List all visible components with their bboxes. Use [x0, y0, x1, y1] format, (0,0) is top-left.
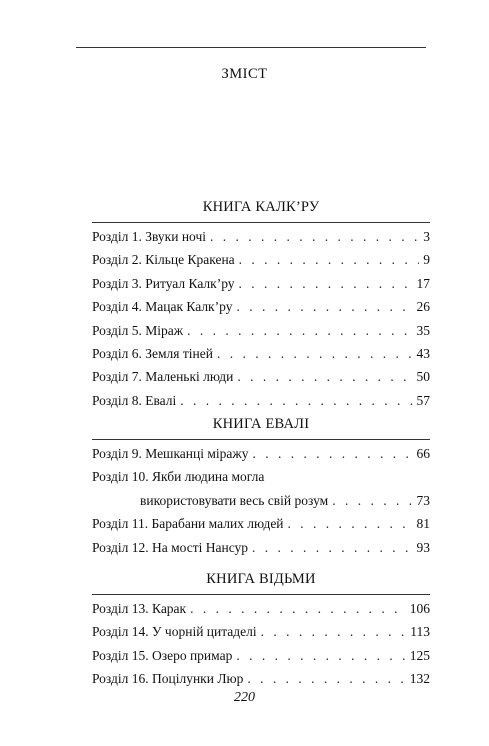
toc-entry	[92, 389, 430, 412]
book-title: КНИГА ЕВАЛІ	[212, 416, 310, 432]
entry-page: 132	[409, 671, 430, 687]
entry-label: Розділ 13. Карак	[92, 601, 187, 616]
entry-page: 73	[416, 492, 430, 508]
book-title: КНИГА ВІДЬМИ	[206, 571, 316, 587]
toc-title: ЗМІСТ	[221, 66, 268, 82]
entry-page: 26	[416, 299, 430, 315]
entry-page: 43	[416, 345, 430, 361]
dot-leader	[239, 248, 420, 271]
book-section-kalkru	[92, 198, 430, 412]
toc-entry-multiline	[92, 465, 430, 512]
dot-leader	[187, 319, 412, 342]
entry-continuation-line	[92, 489, 430, 512]
dot-leader	[217, 342, 413, 365]
entry-page: 66	[416, 446, 430, 461]
entry-label: Розділ 8. Евалі	[92, 392, 177, 408]
entry-page: 106	[409, 601, 430, 616]
entry-page: 113	[410, 624, 430, 640]
toc-entry	[92, 667, 430, 690]
entry-label: Розділ 14. У чорній цитаделі	[92, 624, 257, 640]
toc-entry	[92, 248, 430, 271]
entry-label: Розділ 2. Кільце Кракена	[92, 252, 235, 268]
page-number: 220	[234, 690, 255, 705]
entry-page: 50	[416, 369, 430, 385]
entry-label: Розділ 12. На мості Нансур	[92, 539, 249, 555]
toc-entry	[92, 644, 430, 667]
toc-entry	[92, 442, 430, 465]
entry-label: Розділ 4. Мацак Калк’ру	[92, 299, 233, 315]
entry-page: 125	[409, 647, 430, 663]
dot-leader	[288, 512, 413, 535]
entry-page: 93	[416, 539, 430, 555]
dot-leader	[190, 597, 406, 620]
entry-label-continuation: використовувати весь свій розум	[140, 492, 329, 508]
toc-entry	[92, 512, 430, 535]
entry-label: Розділ 1. Звуки ночі	[92, 229, 206, 244]
book-section-evali	[92, 415, 430, 559]
toc-entry	[92, 597, 430, 620]
entry-label: Розділ 7. Маленькі люди	[92, 369, 234, 385]
entry-label: Розділ 11. Барабани малих людей	[92, 516, 284, 532]
dot-leader	[253, 442, 413, 465]
entry-label: Розділ 10. Якби людина могла	[92, 469, 265, 485]
entry-label: Розділ 9. Мешканці міражу	[92, 446, 249, 461]
dot-leader	[180, 389, 412, 412]
toc-entry	[92, 225, 430, 248]
top-rule	[76, 47, 426, 48]
entry-label: Розділ 15. Озеро примар	[92, 647, 233, 663]
dot-leader	[332, 489, 412, 512]
toc-entry	[92, 319, 430, 342]
entry-label: Розділ 16. Поцілунки Люр	[92, 671, 244, 687]
book-divider	[92, 594, 430, 595]
dot-leader	[261, 620, 407, 643]
dot-leader	[247, 667, 405, 690]
toc-entry	[92, 295, 430, 318]
book-section-witch	[92, 570, 430, 691]
entry-page: 35	[416, 322, 430, 338]
dot-leader	[237, 365, 412, 388]
entry-page: 57	[416, 392, 430, 408]
entry-page: 3	[423, 229, 430, 244]
dot-leader	[239, 272, 413, 295]
entry-label: Розділ 5. Міраж	[92, 322, 184, 338]
entry-page: 17	[416, 275, 430, 291]
dot-leader	[236, 295, 412, 318]
toc-entry	[92, 536, 430, 559]
book-divider	[92, 222, 430, 223]
entry-page: 9	[423, 252, 430, 268]
toc-entry	[92, 342, 430, 365]
dot-leader	[252, 536, 412, 559]
book-divider	[92, 439, 430, 440]
entry-label: Розділ 3. Ритуал Калк’ру	[92, 275, 235, 291]
toc-entry	[92, 272, 430, 295]
entry-label: Розділ 6. Земля тіней	[92, 345, 213, 361]
toc-entry	[92, 620, 430, 643]
dot-leader	[210, 225, 419, 248]
book-title: КНИГА КАЛК’РУ	[202, 199, 320, 215]
dot-leader	[236, 644, 405, 667]
toc-entry	[92, 365, 430, 388]
entry-page: 81	[416, 516, 430, 532]
